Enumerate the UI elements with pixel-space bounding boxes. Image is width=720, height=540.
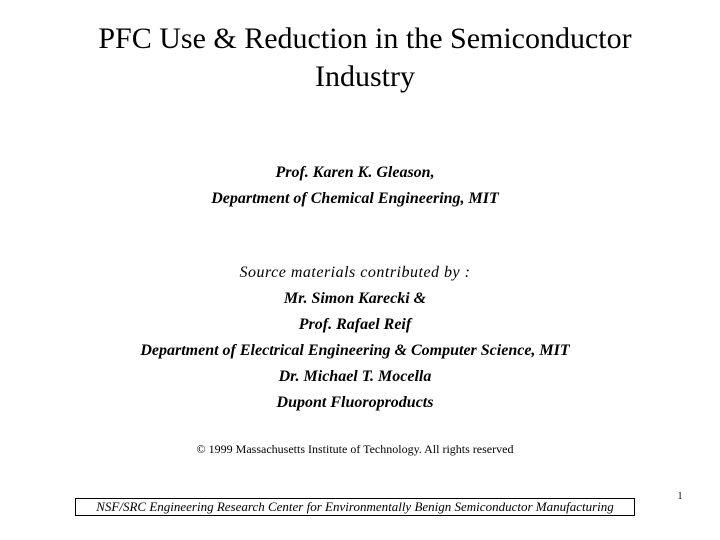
slide-title-line-2: Industry xyxy=(315,60,415,93)
source-contributor-2: Prof. Rafael Reif xyxy=(298,316,412,333)
sources-intro: Source materials contributed by : xyxy=(239,264,471,281)
source-department: Department of Electrical Engineering & Computer Science, MIT xyxy=(140,342,570,359)
footer-banner: NSF/SRC Engineering Research Center for Environmentally Benign Semiconductor Manufacturing xyxy=(75,498,635,516)
page-number: 1 xyxy=(677,491,683,502)
author-block xyxy=(90,160,620,212)
source-contributor-1: Mr. Simon Karecki & xyxy=(283,290,427,307)
slide-title xyxy=(40,20,690,96)
copyright-notice: © 1999 Massachusetts Institute of Technology. All rights reserved xyxy=(196,442,514,456)
author-name: Prof. Karen K. Gleason, xyxy=(275,164,435,181)
slide-title-line-1: PFC Use & Reduction in the Semiconductor xyxy=(98,22,632,55)
source-organization: Dupont Fluoroproducts xyxy=(276,394,434,411)
source-contributor-3: Dr. Michael T. Mocella xyxy=(278,368,432,385)
author-department: Department of Chemical Engineering, MIT xyxy=(211,190,499,207)
sources-block xyxy=(60,260,650,416)
